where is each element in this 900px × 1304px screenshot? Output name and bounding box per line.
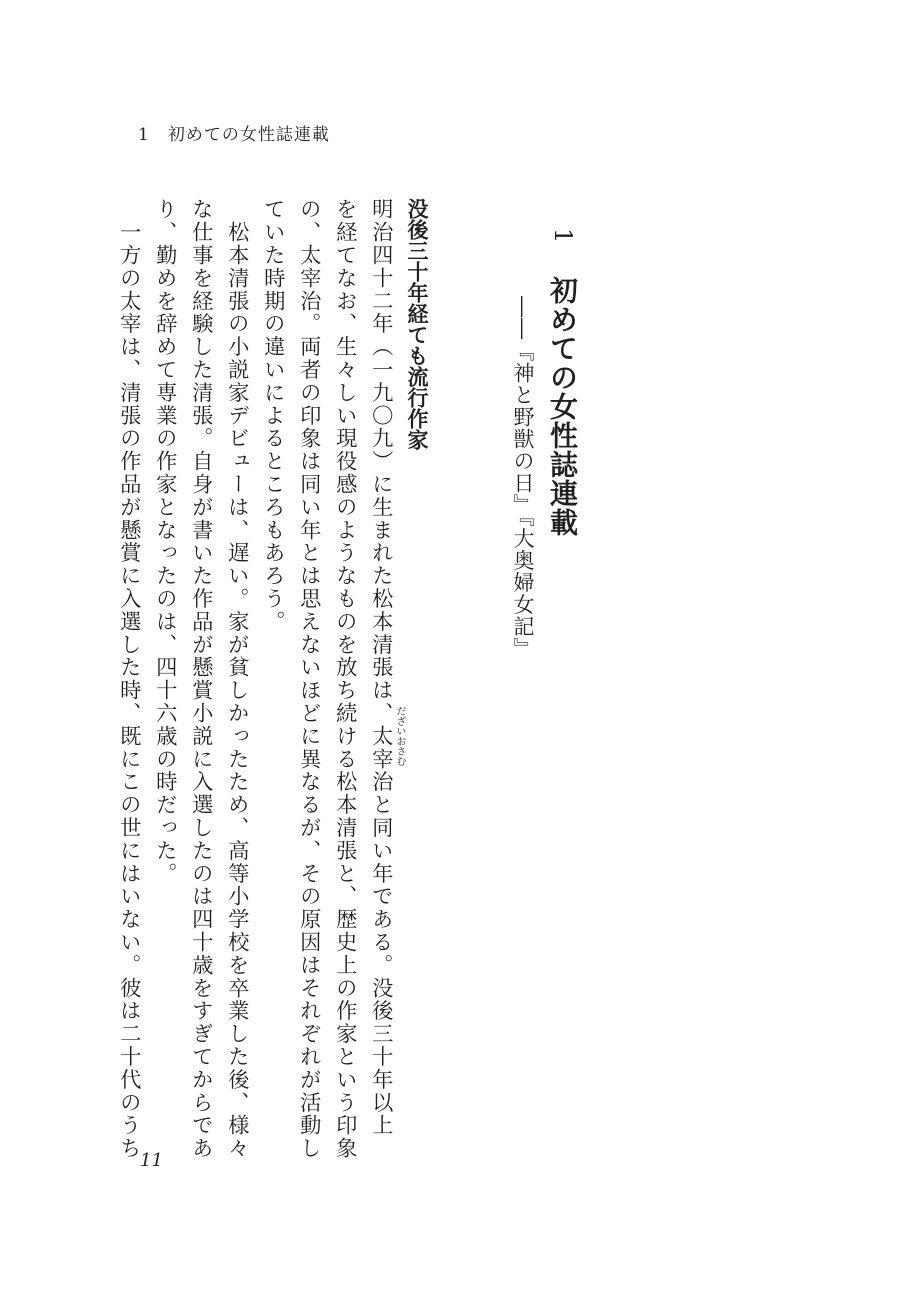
section-heading: 没後三十年経ても流行作家	[405, 198, 429, 450]
ruby-annotation: だざいおさむ	[394, 706, 405, 766]
body-line: 明治四十二年（一九〇九）に生まれた松本清張は、太宰治と同い年である。没後三十年以上	[368, 198, 394, 1137]
running-head	[138, 120, 330, 145]
body-line: ていた時期の違いによるところもあろう。	[260, 198, 286, 634]
running-head-number: 1	[138, 125, 150, 145]
body-line: の、太宰治。両者の印象は同い年とは思えないほどに異なるが、その原因はそれぞれが活動し	[296, 198, 322, 1160]
body-line: 一方の太宰は、清張の作品が懸賞に入選した時、既にこの世にはいない。彼は二十代のうち	[116, 198, 142, 1160]
chapter-number: 1	[549, 228, 577, 244]
body-line: 松本清張の小説家デビューは、遅い。家が貧しかったため、高等小学校を卒業した後、様々	[224, 198, 250, 1160]
body-line: な仕事を経験した清張。自身が書いた作品が懸賞小説に入選したのは四十歳をすぎてからであ	[188, 198, 214, 1160]
body-line: り、勤めを辞めて専業の作家となったのは、四十六歳の時だった。	[152, 198, 178, 885]
chapter-subtitle: ――『神と野獣の日』『大奥婦女記』	[511, 296, 535, 660]
page-number: 11	[140, 1150, 163, 1171]
body-line: を経てなお、生々しい現役感のようなものを放ち続ける松本清張と、歴史上の作家という印象	[332, 198, 358, 1160]
running-head-title: 初めての女性誌連載	[167, 125, 330, 145]
chapter-title: 初めての女性誌連載	[546, 276, 579, 537]
